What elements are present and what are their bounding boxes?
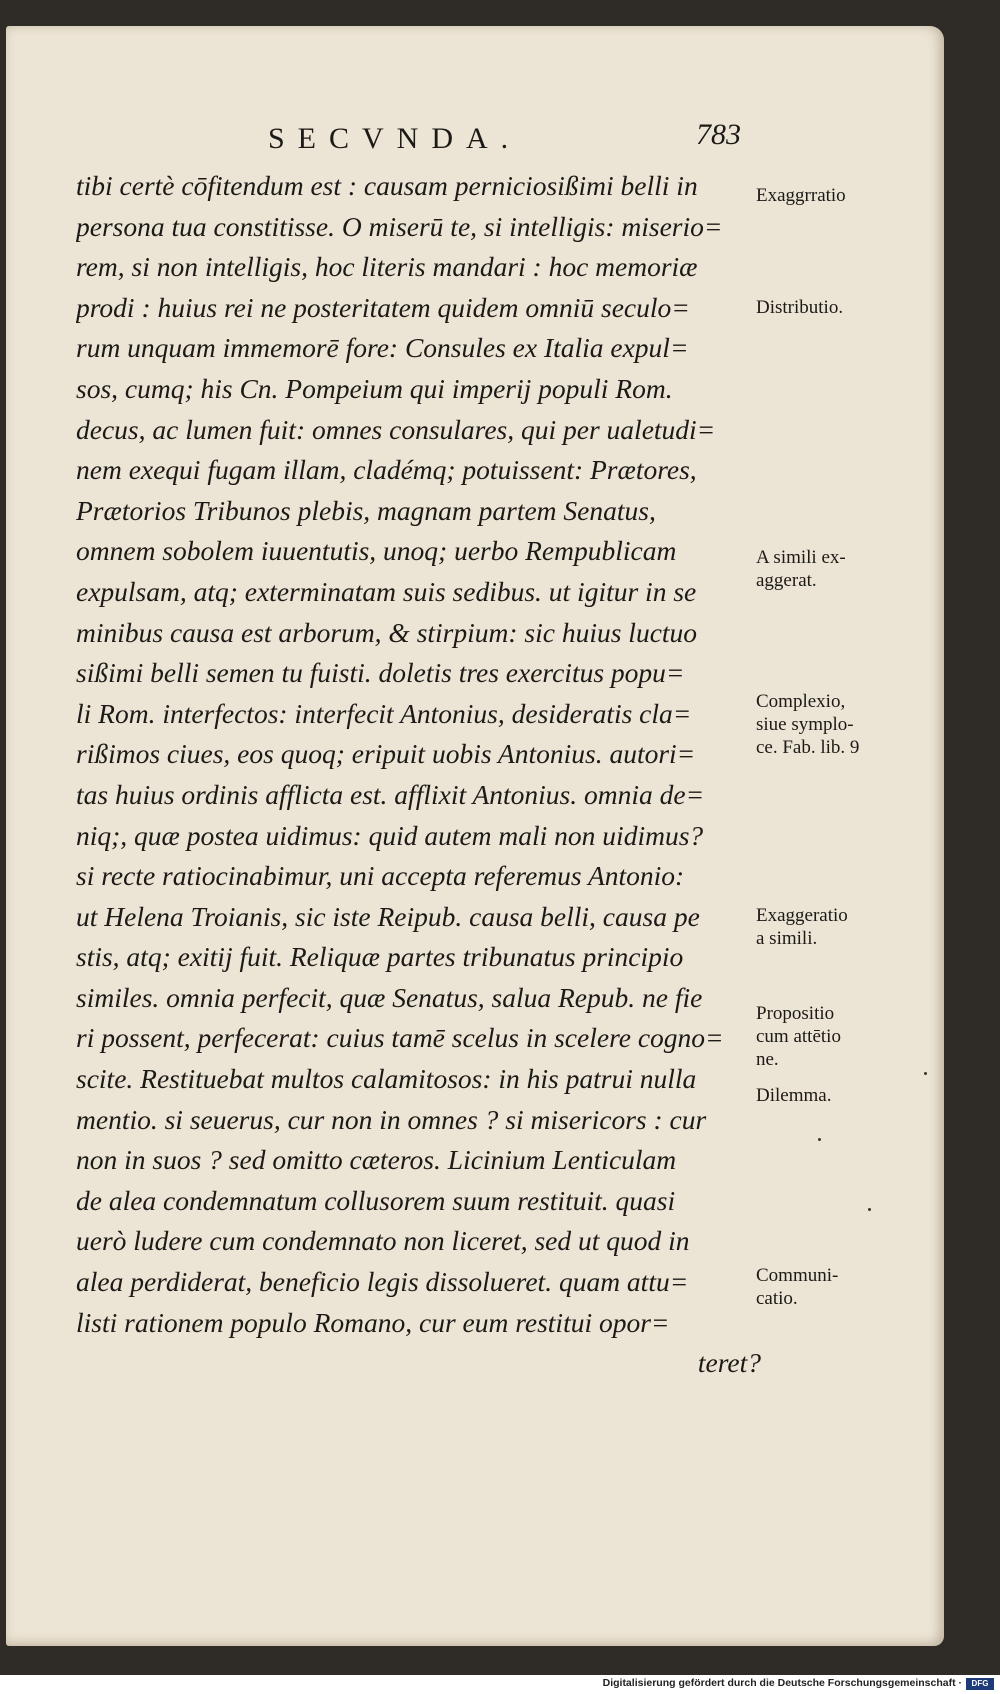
text-line: prodi : huius rei ne posteritatem quidem omniū seculo= xyxy=(76,291,690,323)
text-line: ri possent, perfecerat: cuius tamē scelus in scelere cogno= xyxy=(76,1022,724,1054)
text-line: rum unquam immemorē fore: Consules ex Italia expul= xyxy=(76,332,689,364)
text-line: Prætorios Tribunos plebis, magnam partem Senatus, xyxy=(76,494,656,526)
ink-speck xyxy=(924,1072,927,1075)
text-line: si recte ratiocinabimur, uni accepta referemus Antonio: xyxy=(76,860,685,892)
catchword-line: teret? xyxy=(697,1347,761,1379)
margin-note: Communi- catio. xyxy=(756,1265,839,1309)
margin-note: Exaggrratio xyxy=(756,185,846,206)
ink-speck xyxy=(818,1138,821,1141)
margin-note: Exaggeratio a simili. xyxy=(756,905,848,949)
ink-speck xyxy=(868,1208,871,1211)
margin-note: Distributio. xyxy=(756,297,844,318)
text-line: decus, ac lumen fuit: omnes consulares, qui per ualetudi= xyxy=(76,413,716,445)
margin-note: A simili ex- aggerat. xyxy=(756,547,846,591)
margin-note: Dilemma. xyxy=(756,1085,832,1106)
footer-bar xyxy=(0,1675,1000,1694)
margin-note: Propositio cum attētio ne. xyxy=(756,1003,841,1070)
page-number: 783 xyxy=(696,118,741,151)
text-line: expulsam, atq; exterminatam suis sedibus. ut igitur in se xyxy=(76,575,697,607)
text-line: tibi certè cōfitendum est : causam perniciosißimi belli in xyxy=(76,170,698,201)
text-line: rem, si non intelligis, hoc literis mandari : hoc memoriæ xyxy=(76,251,698,283)
text-line: alea perdiderat, beneficio legis dissolueret. quam attu= xyxy=(76,1266,689,1298)
text-line: sos, cumq; his Cn. Pompeium qui imperij populi Rom. xyxy=(76,372,673,404)
text-line: mentio. si seuerus, cur non in omnes ? si misericors : cur xyxy=(76,1103,707,1135)
body-text xyxy=(76,166,761,1384)
text-line: minibus causa est arborum, & stirpium: sic huius luctuo xyxy=(76,616,698,648)
running-head: SECVNDA. xyxy=(268,122,522,155)
text-line: niq;, quæ postea uidimus: quid autem mali non uidimus? xyxy=(76,819,704,851)
dfg-logo: DFG xyxy=(966,1678,994,1690)
text-line: rißimos ciues, eos quoq; eripuit uobis Antonius. autori= xyxy=(76,738,696,770)
text-line: non in suos ? sed omitto cæteros. Licinium Lenticulam xyxy=(76,1144,677,1176)
text-line: de alea condemnatum collusorem suum restituit. quasi xyxy=(76,1184,676,1216)
text-line: stis, atq; exitij fuit. Reliquæ partes tribunatus principio xyxy=(76,941,684,973)
text-line: sißimi belli semen tu fuisti. doletis tres exercitus popu= xyxy=(76,657,685,689)
margin-note: Complexio, siue symplo- ce. Fab. lib. 9 xyxy=(756,691,860,758)
text-line: ut Helena Troianis, sic iste Reipub. causa belli, causa pe xyxy=(76,900,700,932)
text-line: similes. omnia perfecit, quæ Senatus, salua Repub. ne fie xyxy=(76,981,703,1013)
text-line: tas huius ordinis afflicta est. afflixit Antonius. omnia de= xyxy=(76,778,705,810)
paper-page xyxy=(6,26,944,1646)
text-line: nem exequi fugam illam, cladémq; potuissent: Prætores, xyxy=(76,454,697,486)
text-line: persona tua constitisse. O miserū te, si intelligis: miserio= xyxy=(76,210,723,242)
text-line: uerò ludere cum condemnato non liceret, sed ut quod in xyxy=(76,1225,690,1257)
text-line: listi rationem populo Romano, cur eum restitui opor= xyxy=(76,1306,670,1338)
text-line: li Rom. interfectos: interfecit Antonius, desideratis cla= xyxy=(76,697,692,729)
text-line: scite. Restituebat multos calamitosos: in his patrui nulla xyxy=(76,1063,697,1095)
funding-credit: Digitalisierung gefördert durch die Deutsche Forschungsgemeinschaft · xyxy=(602,1677,962,1689)
text-line: omnem sobolem iuuentutis, unoq; uerbo Rempublicam xyxy=(76,535,677,567)
